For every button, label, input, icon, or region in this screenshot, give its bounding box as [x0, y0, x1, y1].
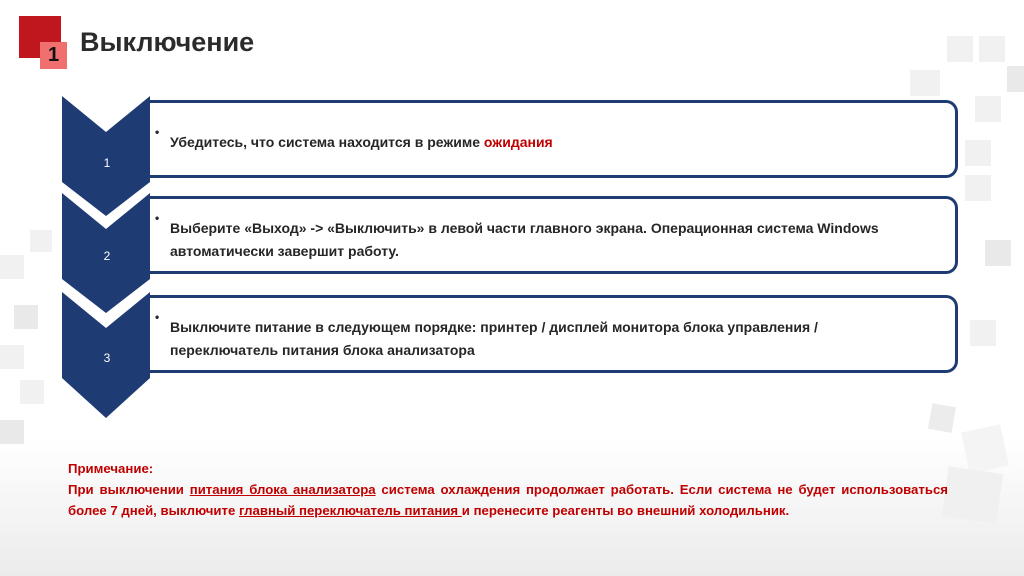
- step-number: 2: [103, 249, 111, 263]
- step-text: • Убедитесь, что система находится в режиме ожидания: [170, 131, 925, 154]
- step-number: 1: [103, 156, 111, 170]
- note-underlined-analyzer-power: питания блока анализатора: [189, 482, 376, 497]
- title-number: 1: [40, 42, 67, 69]
- step-text: • Выберите «Выход» -> «Выключить» в левой части главного экрана. Операционная система Windows автоматически завершит работу.: [170, 217, 925, 263]
- step-number: 3: [103, 351, 111, 365]
- highlight-text: ожидания: [483, 134, 553, 150]
- note-underlined-main-switch: главный переключатель питания: [239, 503, 462, 518]
- step-text: • Выключите питание в следующем порядке: принтер / дисплей монитора блока управления / переключатель питания блока анализатора: [170, 316, 925, 362]
- step-box: [150, 196, 958, 274]
- step-box: [150, 100, 958, 178]
- note-title: Примечание:: [68, 461, 154, 476]
- step-box: [150, 295, 958, 373]
- note-body: При выключении питания блока анализатора система охлаждения продолжает работать. Если система не будет использоваться более 7 дней, выключите главный переключатель питания и перенесите реагенты во внешний холодильник.: [68, 482, 948, 518]
- page-title: Выключение: [80, 27, 255, 57]
- decor-cube: [942, 466, 1003, 523]
- note-block: [68, 458, 948, 521]
